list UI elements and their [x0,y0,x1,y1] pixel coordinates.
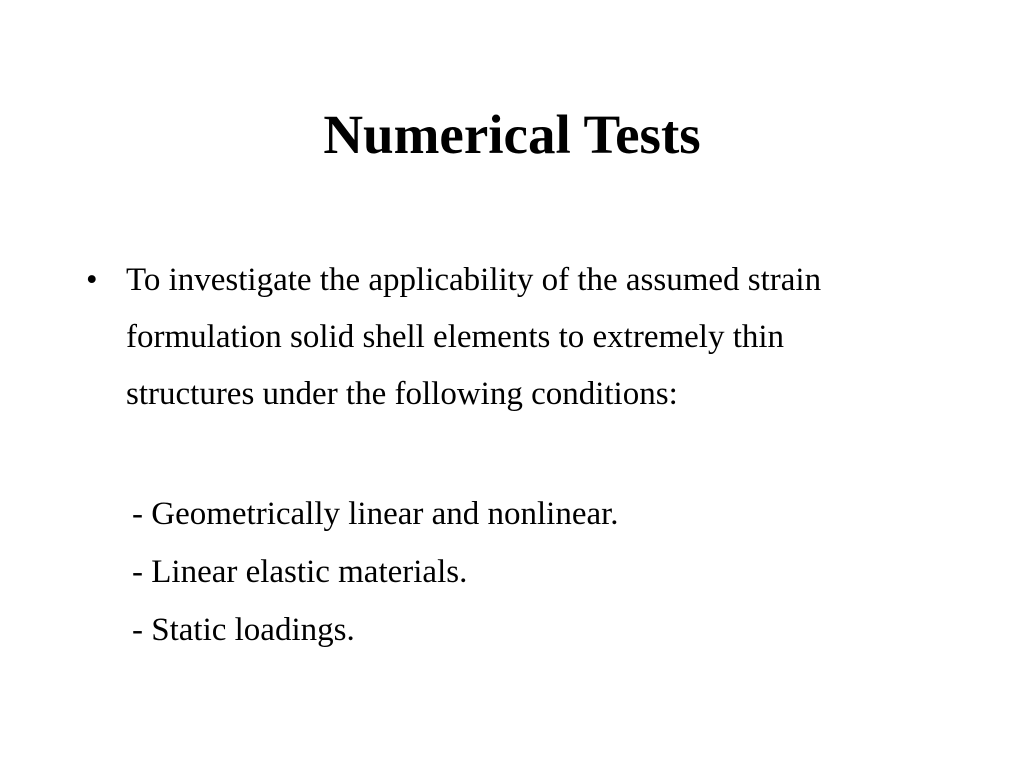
condition-item: - Linear elastic materials. [132,554,468,590]
bullet-marker: • [86,262,98,298]
condition-item: - Static loadings. [132,612,355,648]
bullet-text: To investigate the applicability of the assumed strain formulation solid shell elements to extremely thin structures under the following conditions: [126,262,822,412]
slide-title: Numerical Tests [323,104,701,165]
condition-list [132,485,892,659]
condition-item: - Geometrically linear and nonlinear. [132,496,619,532]
